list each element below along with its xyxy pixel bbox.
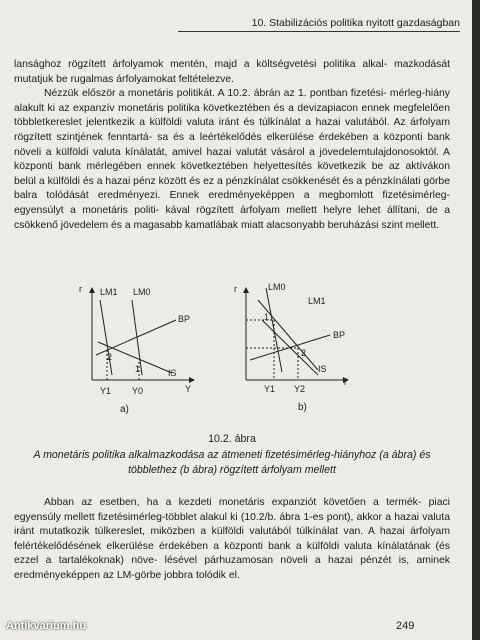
point-2-a: 2 xyxy=(107,352,113,362)
body-text xyxy=(14,58,450,233)
figure-10-2 xyxy=(0,280,472,430)
label-is-b: IS xyxy=(318,364,327,374)
lm1-curve-b xyxy=(258,300,318,370)
panel-label-b: b) xyxy=(298,402,307,413)
paragraph-after-figure: Abban az esetben, ha a kezdeti monetáris expanziót követően a termék- piaci egyensúly mellett fizetésimérleg-többlet alakul ki (10.2/b. ábra 1-es pont), akkor a hazai valuta iránt mutatkozik túlkereslet, miközben a külföldi valutából túlkínálat van. A hazai árfolyam felértékelődésének elkerülése érdekében a központi bank a külföldi valuta kínálatának (és ezzel a tartalékoknak) növe- lésével párhuzamosan növeli a hazai pénzét is, aminek eredményeképpen az LM-görbe jobbra tolódik el. xyxy=(14,497,450,581)
page-edge-shadow xyxy=(472,0,480,640)
point-2-b: 2 xyxy=(301,348,307,358)
axis-r-a: r xyxy=(79,284,82,294)
figure-caption: A monetáris politika alkalmazkodása az átmeneti fizetésimérleg-hiányhoz (a ábra) és többlethez (b ábra) rögzített árfolyam mellett xyxy=(33,449,431,476)
label-y1-b: Y1 xyxy=(264,384,276,394)
panel-label-a: a) xyxy=(120,404,129,415)
label-bp-b: BP xyxy=(333,330,346,340)
label-is-a: IS xyxy=(168,368,177,378)
label-lm0-a: LM0 xyxy=(133,287,151,297)
label-y0-a: Y0 xyxy=(132,386,144,396)
point-1-b: 1 xyxy=(264,312,270,322)
label-lm1-b: LM1 xyxy=(308,296,326,306)
bp-curve xyxy=(96,320,176,355)
panel-a xyxy=(92,290,192,380)
page-number: 249 xyxy=(396,620,415,632)
paragraph-2: Nézzük először a monetáris politikát. A 10.2. ábrán az 1. pontban fizetési- mérleg-hiány alakult ki az expanzív monetáris politika következtében és a devizapiacon ennek megfelelően többletkereslet jelentkezik a külföldi valuta iránt és túlkínálat a hazai valutából. Az árfolyam rögzített szintjének fenntartá- sa és a leértékelődés elkerülése érdekében a központi bank növeli a külföldi valuta kínálatát, amivel hazai valutát vásárol a jövedelemtulajdonosoktól. A központi bank mérlegében ennek következtében helyettesítés következik be az aktívákon belül a külföldi és a hazai pénz között és ez a pénzkínálat csökkenését és a pénzkínálati görbe balra tolódását eredményezi. Ennek eredményeképpen a megbomlott fizetésimérleg-egyensúlyt a monetáris politi- kával rögzített árfolyam mellett helyre lehet állítani, de a csökkenő jövedelem és a magasabb kamatlábak miatt alacsonyabb beruházási szint mellett. xyxy=(14,88,450,231)
label-lm1-a: LM1 xyxy=(100,287,118,297)
watermark-text: Antikvarium.hu xyxy=(6,620,87,632)
axis-y-b: Y xyxy=(342,377,349,387)
label-lm0-b: LM0 xyxy=(268,282,286,292)
running-head: 10. Stabilizációs politika nyitott gazdaságban xyxy=(178,17,460,32)
label-y1-a: Y1 xyxy=(100,386,112,396)
panel-b xyxy=(246,288,346,380)
label-bp-a: BP xyxy=(178,314,191,324)
point-1-a: 1 xyxy=(135,364,141,374)
figure-number: 10.2. ábra xyxy=(208,433,256,445)
axis-y-a: Y xyxy=(185,384,192,394)
paragraph-1: lansághoz rögzített árfolyamok mentén, majd a költségvetési politika alkal- mazkodását mutatjuk be rugalmas árfolyamokat feltételezve. xyxy=(14,59,450,85)
axis-r-b: r xyxy=(234,284,237,294)
lm1-curve xyxy=(100,300,112,375)
label-y2-b: Y2 xyxy=(294,384,306,394)
